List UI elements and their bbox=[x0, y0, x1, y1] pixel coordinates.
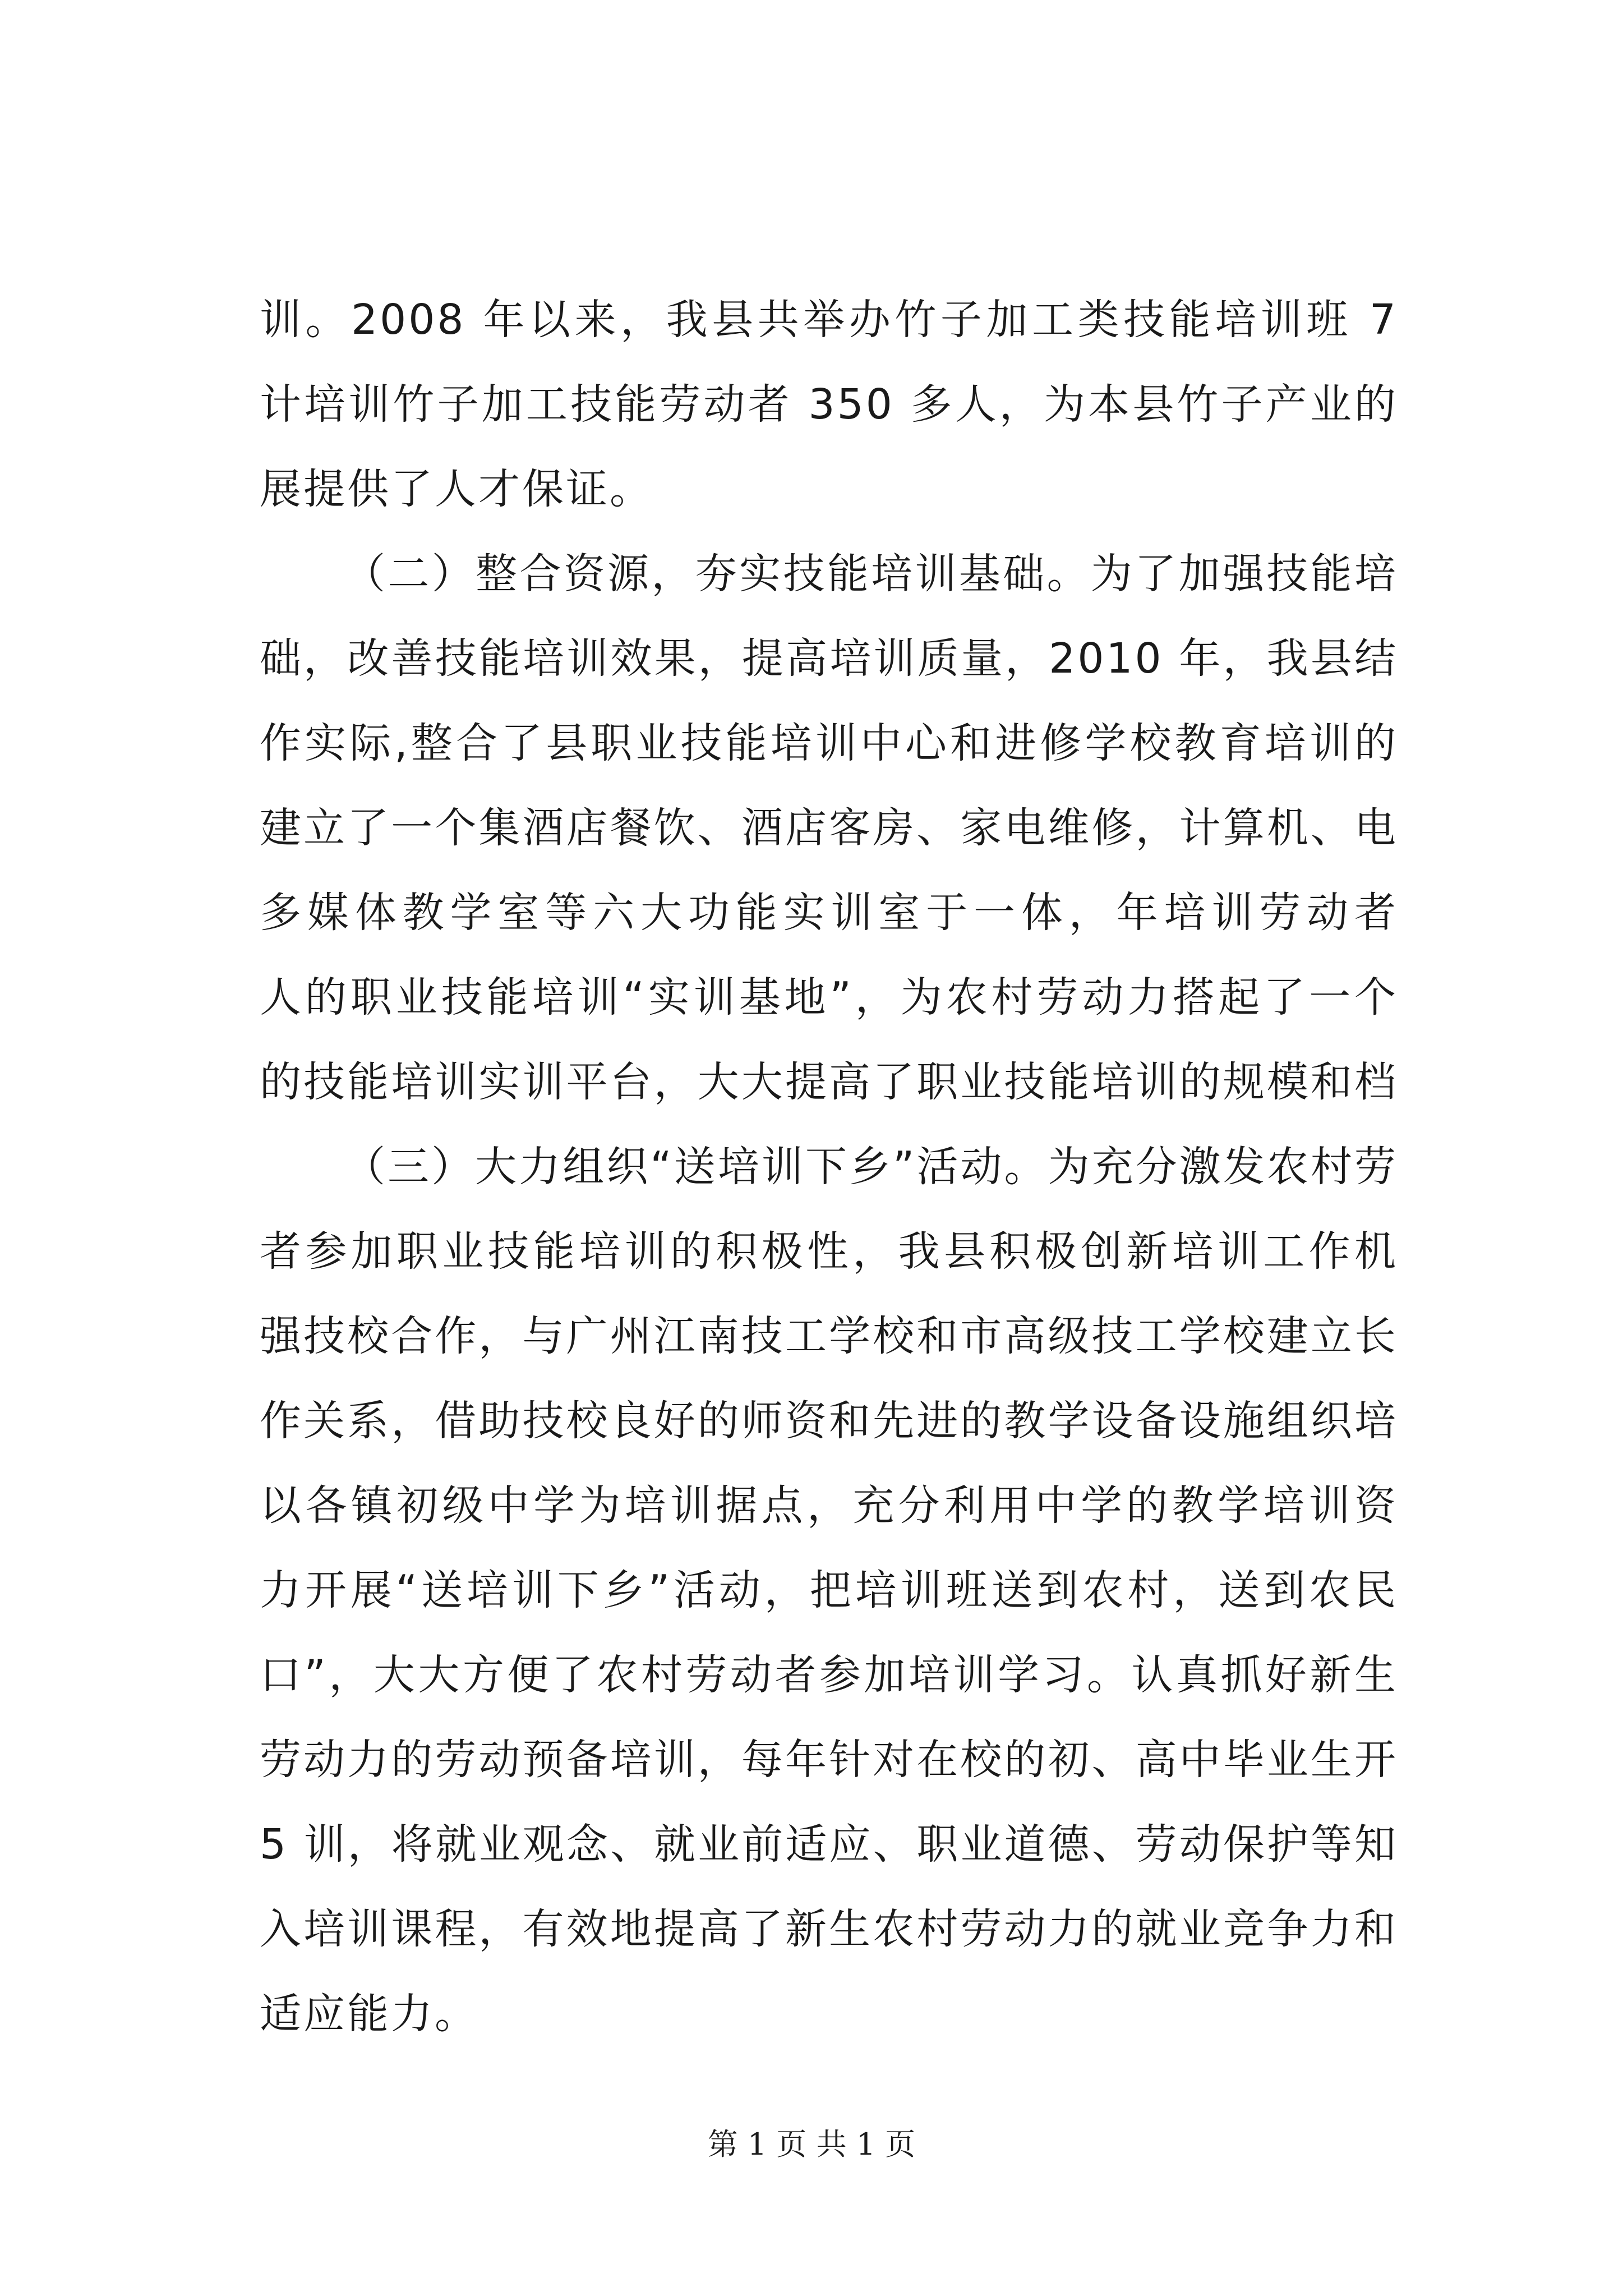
text-line: 者参加职业技能培训的积极性，我县积极创新培训工作机 bbox=[260, 1227, 1398, 1276]
text-line: 劳动力的劳动预备培训，每年针对在校的初、高中毕业生开 bbox=[260, 1736, 1398, 1784]
text-line: 建立了一个集酒店餐饮、酒店客房、家电维修，计算机、电 bbox=[260, 804, 1398, 852]
text-line: 入培训课程，有效地提高了新生农村劳动力的就业竞争力和 bbox=[260, 1905, 1398, 1953]
text-line: 作实际,整合了县职业技能培训中心和进修学校教育培训的 bbox=[260, 719, 1398, 767]
text-line: 训。2008 年以来，我县共举办竹子加工类技能培训班 7 bbox=[260, 296, 1398, 344]
text-line: 的技能培训实训平台，大大提高了职业技能培训的规模和档 bbox=[260, 1058, 1398, 1106]
text-line: （二）整合资源，夯实技能培训基础。为了加强技能培 bbox=[344, 550, 1398, 598]
text-line: 5 训，将就业观念、就业前适应、职业道德、劳动保护等知 bbox=[260, 1820, 1398, 1869]
text-line: 力开展“送培训下乡”活动，把培训班送到农村，送到农民 bbox=[260, 1566, 1398, 1614]
text-line: 口”，大大方便了农村劳动者参加培训学习。认真抓好新生 bbox=[260, 1651, 1398, 1699]
text-line: 多媒体教学室等六大功能实训室于一体，年培训劳动者 bbox=[260, 889, 1398, 937]
text-line: 适应能力。 bbox=[260, 1990, 478, 2038]
text-line: 人的职业技能培训“实训基地”，为农村劳动力搭起了一个 bbox=[260, 973, 1398, 1022]
text-line: 强技校合作，与广州江南技工学校和市高级技工学校建立长 bbox=[260, 1312, 1398, 1360]
text-line: 展提供了人才保证。 bbox=[260, 465, 653, 513]
text-line: 作关系，借助技校良好的师资和先进的教学设备设施组织培 bbox=[260, 1397, 1398, 1445]
page-footer: 第 1 页 共 1 页 bbox=[707, 2127, 916, 2162]
text-line: 计培训竹子加工技能劳动者 350 多人，为本县竹子产业的 bbox=[260, 380, 1398, 429]
text-line: 础，改善技能培训效果，提高培训质量，2010 年，我县结 bbox=[260, 634, 1398, 683]
document-body bbox=[260, 278, 1398, 2056]
text-line: （三）大力组织“送培训下乡”活动。为充分激发农村劳 bbox=[344, 1143, 1398, 1191]
text-line: 以各镇初级中学为培训据点，充分利用中学的教学培训资 bbox=[260, 1481, 1398, 1530]
